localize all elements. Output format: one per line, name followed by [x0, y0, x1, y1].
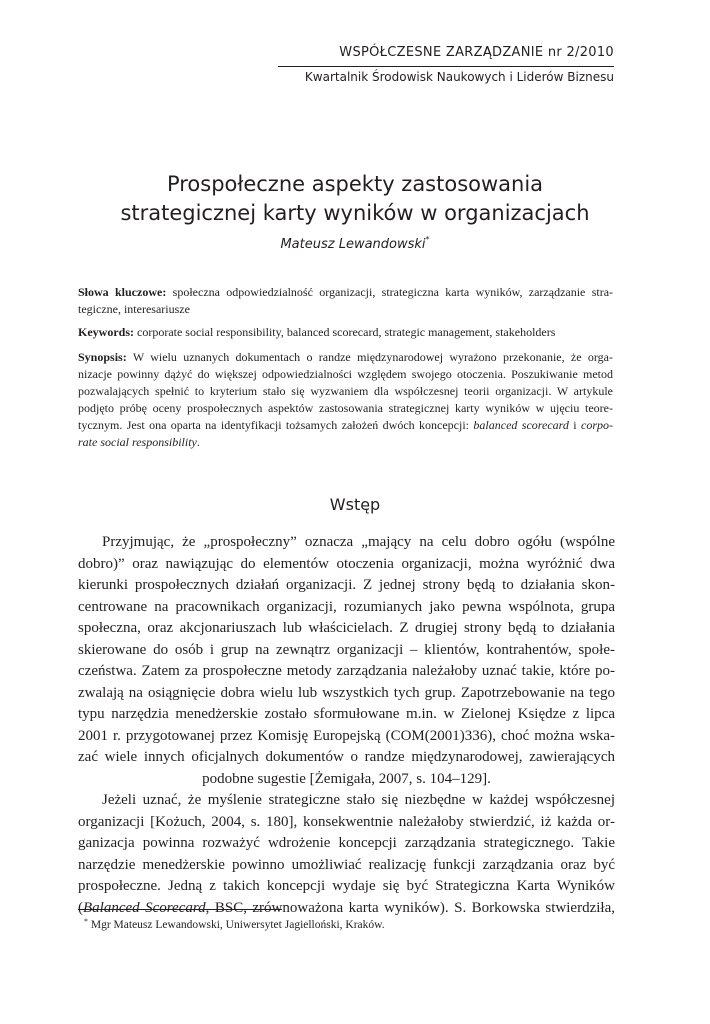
body-text-run: (: [78, 899, 83, 916]
body-line: organizacji [Kożuch, 2004, s. 180], konsekwentnie należałoby stwierdzić, iż każda or-: [78, 813, 615, 830]
body-line: ganizacja powinna rozważyć wdrożenie koncepcji zarządzania strategicznego. Takie: [78, 835, 615, 851]
body-italic: Balanced Scorecard: [83, 899, 206, 916]
synopsis-line: pozwalających spełnić to kryterium stało się wyzwaniem dla współczesnej teorii organizacji. W artykule: [78, 384, 613, 398]
synopsis-italic: rate social responsibility: [78, 435, 197, 449]
body-line: kierunki prospołecznych działań organizacji. Z jednej strony będą to działania skon-: [78, 577, 615, 593]
synopsis-text: tycznym. Jest ona oparta na identyfikacji tożsamych założeń dwóch koncepcji:: [78, 418, 470, 432]
body-line: czeństwa. Zatem za prospołeczne metody zarządzania należałoby uznać takie, które po-: [78, 663, 615, 679]
synopsis-line: podjęto próbę oceny prospołecznych aspektów zastosowania strategicznej karty wyników w ujęciu teore-: [78, 401, 613, 415]
keywords-pl-text: społeczna odpowiedzialność organizacji, strategiczna karta wyników, zarządzanie stra-: [172, 285, 614, 299]
body-line: Jeżeli uznać, że myślenie strategiczne stało się niezbędne w każdej współczesnej: [102, 792, 615, 808]
body-line: społeczna, oraz akcjonariuszach lub właścicielach. Z drugiej strony będą to działania: [78, 620, 615, 636]
body-line: 2001 r. przygotowanej przez Komisję Europejską (COM(2001)336), choć można wska-: [78, 727, 615, 744]
keywords-en-label: Keywords:: [78, 325, 134, 339]
synopsis-line: nizacje powinny dążyć do większej odpowiedzialności względem swojego otoczenia. Poszukiwanie metod: [78, 367, 613, 381]
footnote: [84, 917, 385, 931]
author-footnote-mark: *: [425, 235, 430, 244]
author-name: Mateusz Lewandowski: [280, 237, 426, 252]
keywords-pl-line: [78, 284, 613, 301]
synopsis-line: [78, 417, 613, 434]
body-text-run: , BSC, zrównoważona karta wyników). S. Borkowska stwierdziła,: [205, 899, 615, 916]
body-line: zać wiele innych oficjalnych dokumentów o randze międzynarodowej, zawierających: [78, 749, 615, 765]
title-line: strategicznej karty wyników w organizacjach: [120, 201, 590, 225]
synopsis-italic: corpo-: [581, 418, 614, 432]
body-line: skierowane do osób i grup na zewnątrz organizacji – klientów, kontrahentów, społe-: [78, 641, 615, 658]
body-line: typu narzędzia menedżerskie zostało sformułowane m.in. w Zielonej Księdze z lipca: [78, 706, 615, 722]
keywords-en: [78, 324, 613, 341]
body-line: narzędzie menedżerskie powinno umożliwiać realizację funkcji zarządzania oraz być: [78, 856, 615, 873]
journal-subtitle: Kwartalnik Środowisk Naukowych i Liderów Biznesu: [304, 70, 614, 84]
keywords-en-text: corporate social responsibility, balanced scorecard, strategic management, stakeholders: [137, 325, 556, 339]
section-heading: Wstęp: [329, 495, 381, 514]
body-line: dobro)” oraz nawiązując do elementów otoczenia organizacji, można wyróżnić dwa: [78, 555, 615, 572]
body-line: Przyjmując, że „prospołeczny” oznacza „mający na celu dobro ogółu (wspólne: [102, 534, 615, 550]
keywords-pl-line: tegiczne, interesariusze: [78, 302, 190, 316]
synopsis-text: i: [573, 418, 577, 432]
synopsis: [78, 349, 613, 451]
body-line: centrowane na pracownikach organizacji, rozumianych jako pewna wspólnota, grupa: [78, 598, 615, 615]
synopsis-label: Synopsis:: [78, 350, 127, 364]
body-line: zwalają na osiągnięcie dobra wielu lub wszystkich tych grup. Zapotrzebowanie na tego: [78, 684, 615, 701]
keywords-en-line: [78, 324, 613, 341]
body-text: [78, 532, 615, 919]
footnote-mark: *: [84, 917, 88, 926]
synopsis-line: [78, 349, 613, 366]
body-line: prospołeczne. Jedną z takich koncepcji wydaje się być Strategiczna Karta Wyników: [78, 878, 615, 894]
synopsis-text: .: [196, 435, 200, 449]
synopsis-text: W wielu uznanych dokumentach o randze międzynarodowej wyrażono przekonanie, że orga-: [132, 350, 613, 364]
article-title: [60, 170, 650, 228]
synopsis-line: [78, 434, 613, 451]
footnote-rule: [78, 909, 282, 910]
footnote-text: Mgr Mateusz Lewandowski, Uniwersytet Jagielloński, Kraków.: [90, 919, 385, 931]
header-rule: [278, 66, 614, 67]
body-line: podobne sugestie [Żemigała, 2007, s. 104–129].: [202, 770, 491, 787]
keywords-pl-label: Słowa kluczowe:: [78, 285, 167, 299]
keywords-pl: [78, 284, 613, 318]
title-line: Prospołeczne aspekty zastosowania: [166, 172, 544, 196]
journal-header: WSPÓŁCZESNE ZARZĄDZANIE nr 2/2010: [339, 45, 614, 60]
synopsis-italic: balanced scorecard: [473, 418, 569, 432]
author: [60, 235, 650, 252]
